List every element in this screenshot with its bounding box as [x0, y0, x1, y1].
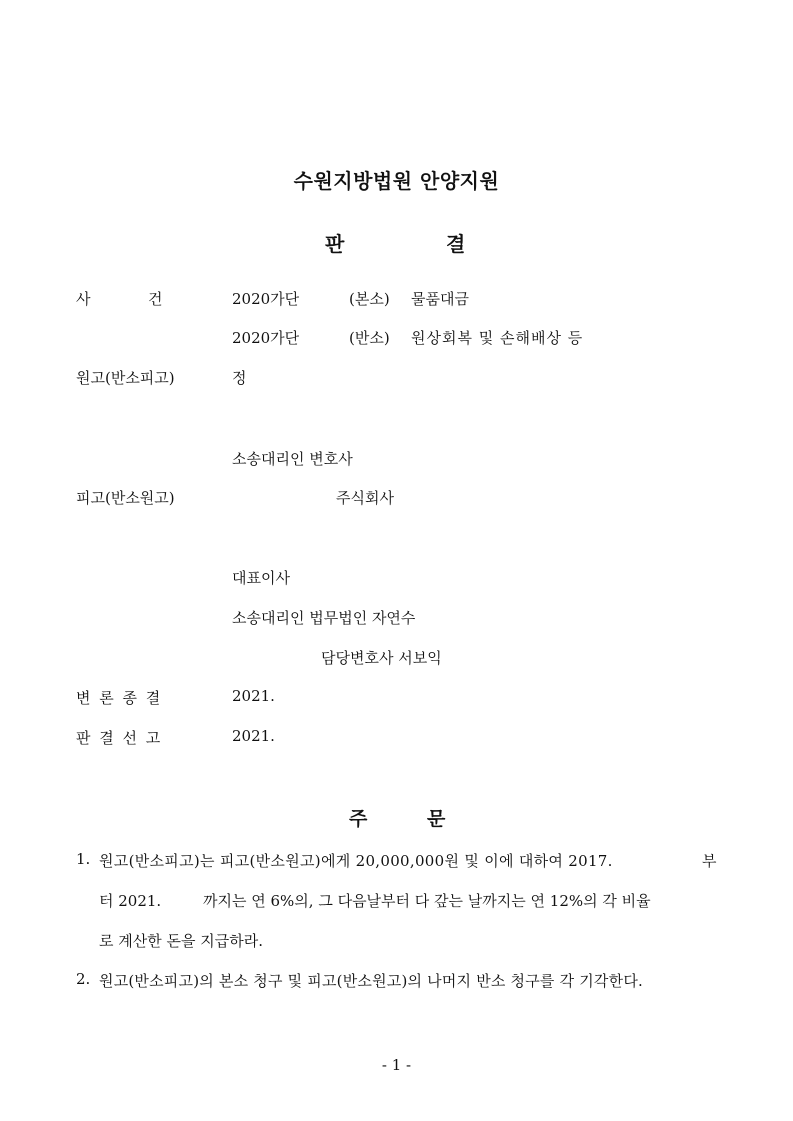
case-subject-1: 물품대금: [411, 290, 469, 308]
order-1-line2-b: 까지는 연 6%의, 그 다음날부터 다 갚는 날까지는 연 12%의 각 비율: [203, 892, 651, 910]
case-type-2: (반소): [349, 329, 390, 347]
case-number-2: 2020가단: [232, 329, 300, 347]
doc-title-right: 결: [446, 232, 466, 256]
hearing-end-value: 2021.: [232, 687, 275, 705]
court-name: 수원지방법원 안양지원: [293, 169, 500, 193]
ruling-date-value: 2021.: [232, 727, 275, 745]
order-2-text: 원고(반소피고)의 본소 청구 및 피고(반소원고)의 나머지 반소 청구를 각 기각한다.: [99, 972, 643, 990]
doc-title-left: 판: [325, 232, 345, 256]
case-label-right: 건: [148, 290, 163, 308]
ruling-date-label: 판 결 선 고: [76, 729, 163, 747]
case-type-1: (본소): [349, 290, 390, 308]
hearing-end-label: 변 론 종 결: [76, 689, 163, 707]
order-2-number: 2.: [76, 970, 91, 988]
order-title-left: 주: [349, 808, 368, 830]
order-1-line2-a: 터 2021.: [99, 892, 162, 910]
defendant-lawyer: 담당변호사 서보익: [321, 649, 442, 667]
order-1-number: 1.: [76, 850, 91, 868]
defendant-company: 주식회사: [336, 489, 394, 507]
case-subject-2: 원상회복 및 손해배상 등: [411, 329, 584, 347]
plaintiff-attorney: 소송대리인 변호사: [232, 450, 353, 468]
order-1-line3: 로 계산한 돈을 지급하라.: [99, 932, 263, 950]
defendant-label: 피고(반소원고): [76, 489, 175, 507]
plaintiff-label: 원고(반소피고): [76, 369, 175, 387]
defendant-attorney: 소송대리인 법무법인 자연수: [232, 609, 416, 627]
order-title-right: 문: [427, 808, 446, 830]
order-1-line1-a: 원고(반소피고)는 피고(반소원고)에게 20,000,000원 및 이에 대하여 2017.: [99, 852, 613, 870]
order-1-line1-b: 부: [702, 852, 717, 870]
defendant-representative: 대표이사: [232, 569, 290, 587]
plaintiff-name: 정: [232, 369, 247, 387]
case-label-left: 사: [76, 290, 91, 308]
page-number: - 1 -: [381, 1056, 412, 1074]
case-number-1: 2020가단: [232, 290, 300, 308]
